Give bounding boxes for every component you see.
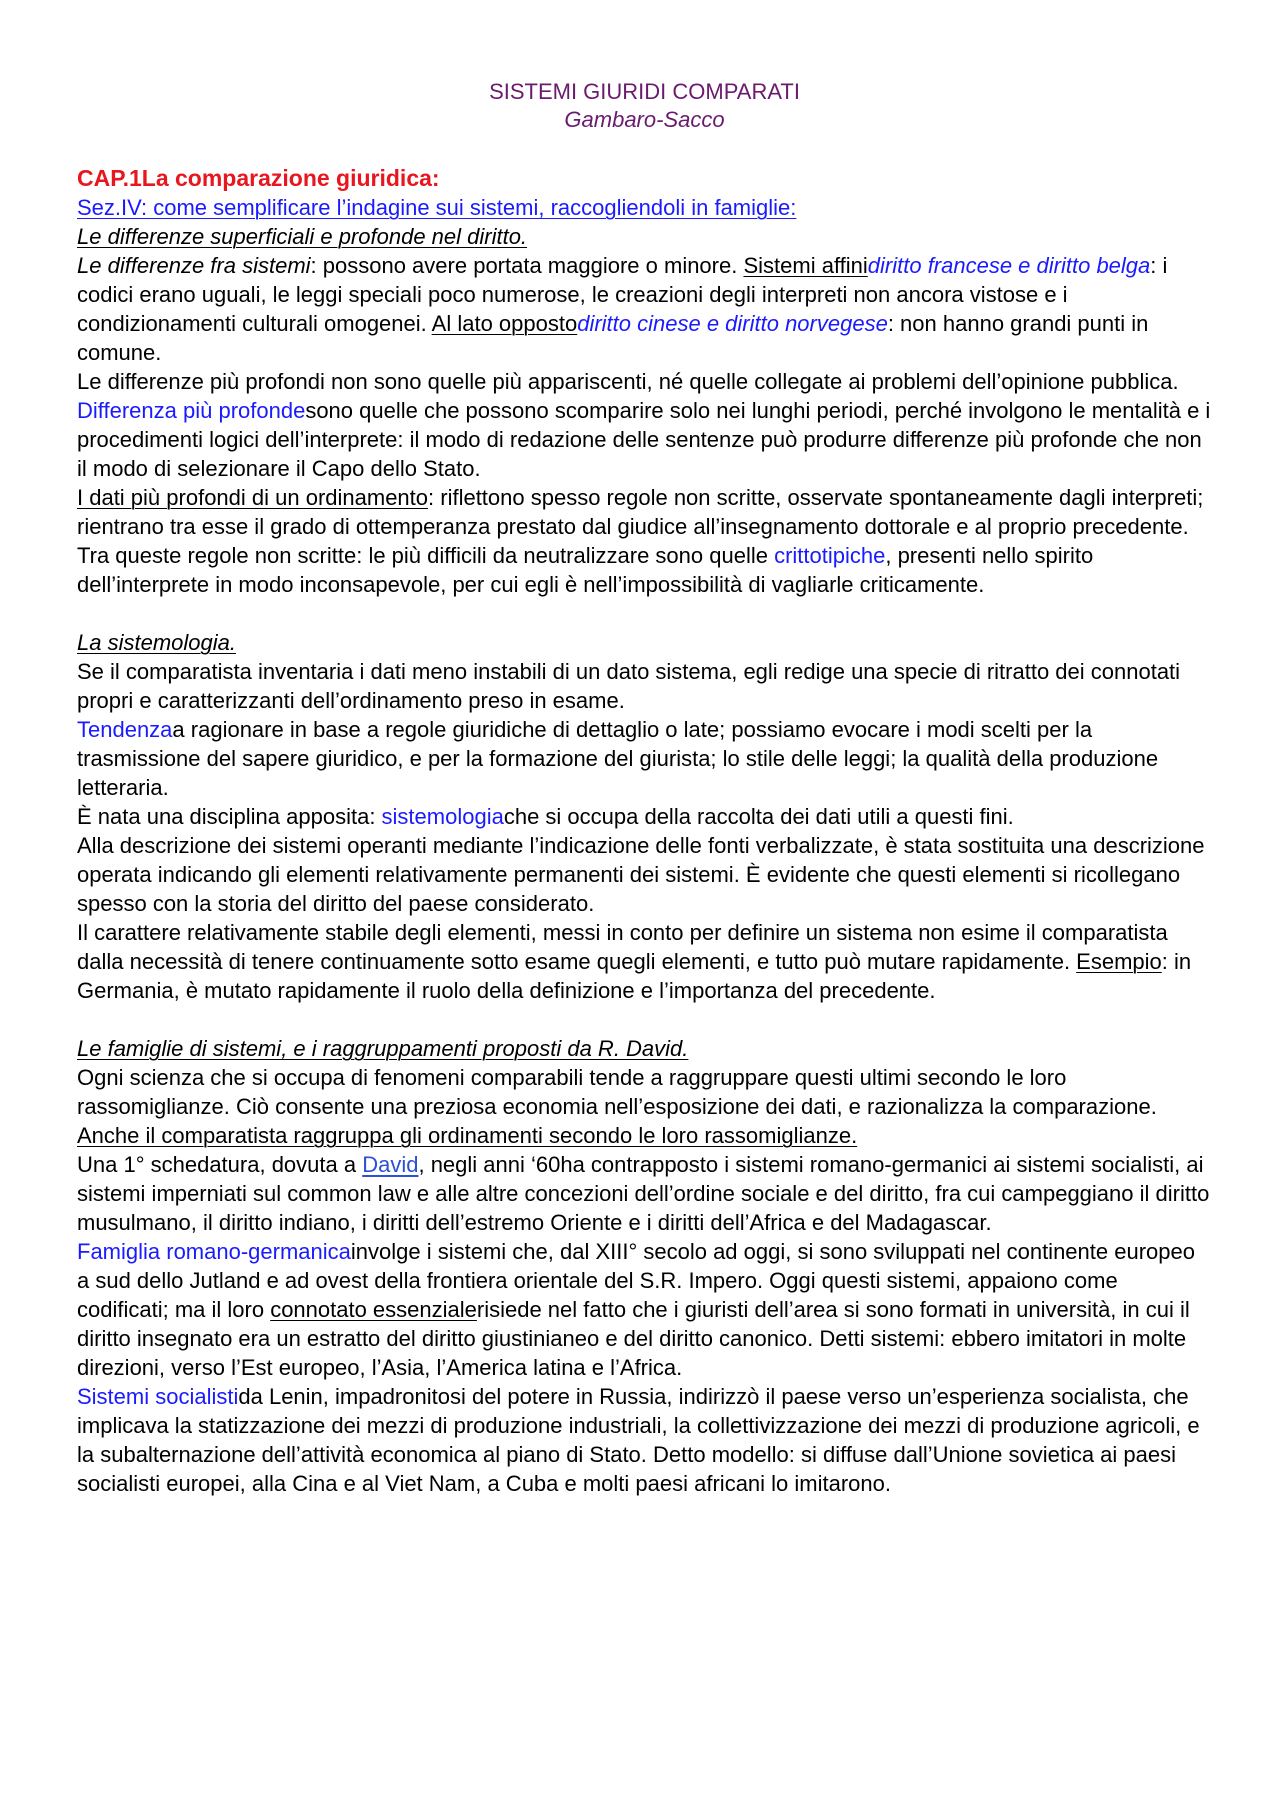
p1-italic: Le differenze fra sistemi [77, 253, 311, 278]
p2-blue-differenza: Differenza più profonde [77, 398, 306, 423]
p11-text-1: Una 1° schedatura, dovuta a [77, 1152, 363, 1177]
david-link[interactable]: David [362, 1152, 419, 1177]
p1-underline-lato-opposto: Al lato opposto [431, 311, 578, 336]
paragraph-schedatura [77, 1150, 1212, 1237]
p12-text-2: risiede nel fatto che i giuristi dell’area si sono formati in università, in cui il diritto insegnato era un estratto del diritto giustinianeo e del diritto canonico. Detti sistemi: ebbero imitatori in molte direzioni, verso l’Est europeo, l’Asia, l’America latina e l’Africa. [77, 1297, 1190, 1380]
section-heading: Sez.IV: come semplificare l’indagine sui sistemi, raccogliendoli in famiglie: [77, 195, 797, 220]
p3-text-2: , presenti nello spirito dell’interprete in modo inconsapevole, per cui egli è nell’impossibilità di vagliarle criticamente. [77, 543, 1094, 597]
paragraph-dati-profondi [77, 483, 1212, 599]
p12-text-1: involge i sistemi che, dal XIII° secolo ad oggi, si sono sviluppati nel continente europeo a sud dello Jutland e ad ovest della frontiera orientale del S.R. Impero. Oggi questi sistemi, appaiono come codificati; ma il loro [77, 1239, 1195, 1322]
paragraph-socialisti [77, 1382, 1212, 1498]
document-page [77, 78, 1212, 1498]
p12-underline-connotato: connotato essenziale [270, 1297, 477, 1322]
document-subtitle: Gambaro-Sacco [564, 107, 725, 132]
p6-text-2: che si occupa della raccolta dei dati utili a questi fini. [503, 804, 1014, 829]
p13-text: da Lenin, impadronitosi del potere in Russia, indirizzò il paese verso un’esperienza socialista, che implicava la statizzazione dei mezzi di produzione industriali, la collettivizzazione dei mezzi di produzione agricoli, e la subalternazione dell’attività economica al piano di Stato. Detto modello: si diffuse dall’Unione sovietica ai paesi socialisti europei, alla Cina e al Viet Nam, a Cuba e molti paesi africani lo imitarono. [77, 1384, 1200, 1496]
p1-blue-diritto-cinese: diritto cinese e diritto norvegese [577, 311, 888, 336]
p1-text-1: : possono avere portata maggiore o minore. [310, 253, 744, 278]
p11-text-2: , negli anni ‘60ha contrapposto i sistemi romano-germanici ai sistemi socialisti, ai sistemi imperniati sul common law e alle altre concezioni dell’ordine sociale e del diritto, fra cui campeggiano il diritto musulmano, il diritto indiano, i diritti dell’estremo Oriente e i diritti dell’Africa e del Madagascar. [77, 1152, 1210, 1235]
p8-underline-esempio: Esempio [1076, 949, 1162, 974]
paragraph-carattere [77, 918, 1212, 1005]
subsection-title-famiglie: Le famiglie di sistemi, e i raggruppamenti proposti da R. David. [77, 1036, 689, 1061]
p8-text-2: : in Germania, è mutato rapidamente il ruolo della definizione e l’importanza del precedente. [77, 949, 1192, 1003]
paragraph-romano-germanica [77, 1237, 1212, 1382]
paragraph-differenze-sistemi [77, 251, 1212, 367]
chapter-heading: CAP.1La comparazione giuridica: [77, 165, 440, 191]
p8-text-1: Il carattere relativamente stabile degli elementi, messi in conto per definire un sistema non esime il comparatista dalla necessità di tenere continuamente sotto esame quegli elementi, e tutto può mutare rapidamente. [77, 920, 1168, 974]
p6-text-1: È nata una disciplina apposita: [77, 804, 382, 829]
p5-blue-tendenza: Tendenza [77, 717, 173, 742]
subsection-title-sistemologia: La sistemologia. [77, 630, 236, 655]
paragraph-differenze-profonde [77, 367, 1212, 483]
paragraph-ritratto: Se il comparatista inventaria i dati meno instabili di un dato sistema, egli redige una specie di ritratto dei connotati propri e caratterizzanti dell’ordinamento preso in esame. [77, 659, 1181, 713]
p1-underline-sistemi-affini: Sistemi affini [743, 253, 868, 278]
title-block [77, 78, 1212, 134]
paragraph-raggruppa: Anche il comparatista raggruppa gli ordinamenti secondo le loro rassomiglianze. [77, 1123, 858, 1148]
p2-text-1: Le differenze più profondi non sono quelle più appariscenti, né quelle collegate ai problemi dell’opinione pubblica. [77, 369, 1179, 394]
paragraph-tendenza [77, 715, 1212, 802]
p12-blue-famiglia: Famiglia romano-germanica [77, 1239, 351, 1264]
p3-underline-dati: I dati più profondi di un ordinamento [77, 485, 429, 510]
p13-blue-sistemi-socialisti: Sistemi socialisti [77, 1384, 239, 1409]
document-title: SISTEMI GIURIDI COMPARATI [489, 79, 800, 104]
paragraph-scienza: Ogni scienza che si occupa di fenomeni comparabili tende a raggruppare questi ultimi secondo le loro rassomiglianze. Ciò consente una preziosa economia nell’esposizione dei dati, e razionalizza la comparazione. [77, 1065, 1157, 1119]
p6-blue-sistemologia: sistemologia [381, 804, 504, 829]
paragraph-disciplina [77, 802, 1212, 831]
paragraph-descrizione: Alla descrizione dei sistemi operanti mediante l’indicazione delle fonti verbalizzate, è stata sostituita una descrizione operata indicando gli elementi relativamente permanenti dei sistemi. È evidente che questi elementi si ricollegano spesso con la storia del diritto del paese considerato. [77, 833, 1205, 916]
p1-text-2: : i codici erano uguali, le leggi speciali poco numerose, le creazioni degli interpreti non ancora vistose e i condizionamenti culturali omogenei. [77, 253, 1168, 336]
p1-blue-diritto-francese: diritto francese e diritto belga [867, 253, 1151, 278]
p3-text-1: : riflettono spesso regole non scritte, osservate spontaneamente dagli interpreti; rientrano tra esse il grado di ottemperanza prestato dal giudice all’insegnamento dottorale e al proprio precedente. Tra queste regole non scritte: le più difficili da neutralizzare sono quelle [77, 485, 1204, 568]
subsection-title-differenze: Le differenze superficiali e profonde nel diritto. [77, 224, 528, 249]
p1-text-3: : non hanno grandi punti in comune. [77, 311, 1149, 365]
p3-blue-crittotipiche: crittotipiche [774, 543, 886, 568]
p5-text: a ragionare in base a regole giuridiche di dettaglio o late; possiamo evocare i modi scelti per la trasmissione del sapere giuridico, e per la formazione del giurista; lo stile delle leggi; la qualità della produzione letteraria. [77, 717, 1159, 800]
p2-text-2: sono quelle che possono scomparire solo nei lunghi periodi, perché involgono le mentalità e i procedimenti logici dell’interprete: il modo di redazione delle sentenze può produrre differenze più profonde che non il modo di selezionare il Capo dello Stato. [77, 398, 1211, 481]
